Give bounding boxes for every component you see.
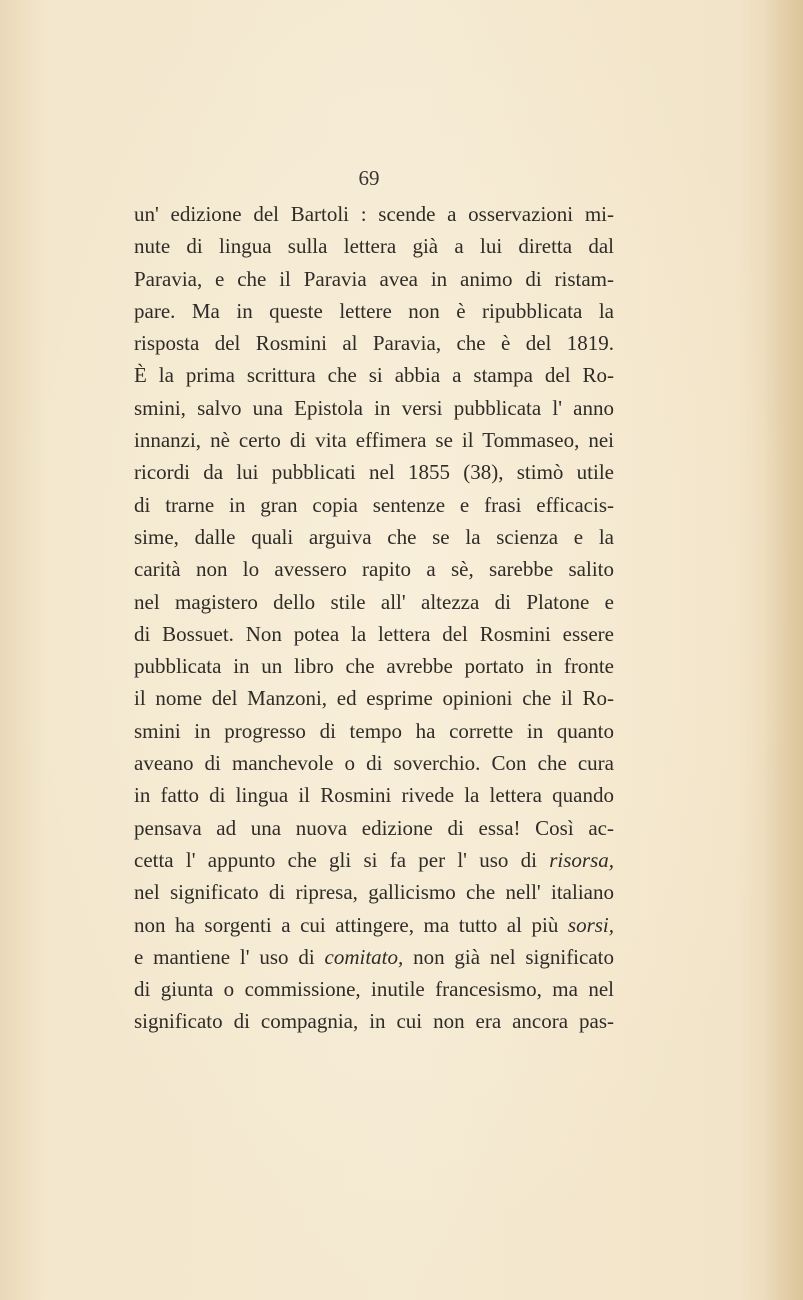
- text-line: un' edizione del Bartoli : scende a osservazioni mi-: [134, 202, 614, 226]
- text-line: ricordi da lui pubblicati nel 1855 (38), stimò utile: [134, 460, 614, 485]
- text-line: Paravia, e che il Paravia avea in animo di ristam-: [134, 266, 614, 291]
- text-line: di giunta o commissione, inutile francesismo, ma nel: [134, 977, 614, 1002]
- text-line: non ha sorgenti a cui attingere, ma tutto al più sorsi,: [134, 912, 614, 937]
- page-edge-shadow: [763, 0, 803, 1300]
- text-line: innanzi, nè certo di vita effimera se il Tommaseo, nei: [134, 428, 614, 453]
- text-line: pubblicata in un libro che avrebbe portato in fronte: [134, 654, 614, 679]
- text-line: risposta del Rosmini al Paravia, che è del 1819.: [134, 331, 614, 356]
- text-line: cetta l' appunto che gli si fa per l' uso di risorsa,: [134, 847, 614, 872]
- text-line: sime, dalle quali arguiva che se la scienza e la: [134, 524, 614, 549]
- text-line: nel significato di ripresa, gallicismo che nell' italiano: [134, 880, 614, 905]
- text-line: il nome del Manzoni, ed esprime opinioni che il Ro-: [134, 686, 614, 711]
- text-line: pensava ad una nuova edizione di essa! Così ac-: [134, 815, 614, 840]
- text-line: significato di compagnia, in cui non era ancora pas-: [134, 1009, 614, 1034]
- text-line: in fatto di lingua il Rosmini rivede la lettera quando: [134, 783, 614, 808]
- text-line: carità non lo avessero rapito a sè, sarebbe salito: [134, 557, 614, 582]
- text-line: smini, salvo una Epistola in versi pubblicata l' anno: [134, 395, 614, 420]
- text-line: nel magistero dello stile all' altezza di Platone e: [134, 589, 614, 614]
- text-line: nute di lingua sulla lettera già a lui diretta dal: [134, 234, 614, 259]
- text-line: di Bossuet. Non potea la lettera del Rosmini essere: [134, 621, 614, 646]
- text-line: di trarne in gran copia sentenze e frasi efficacis-: [134, 492, 614, 517]
- text-line: È la prima scrittura che si abbia a stampa del Ro-: [134, 363, 614, 388]
- text-line: smini in progresso di tempo ha corrette in quanto: [134, 718, 614, 743]
- text-line: aveano di manchevole o di soverchio. Con che cura: [134, 751, 614, 776]
- page-number: 69: [358, 166, 380, 190]
- text-line: pare. Ma in queste lettere non è ripubblicata la: [134, 298, 614, 323]
- text-line: e mantiene l' uso di comitato, non già nel significato: [134, 944, 614, 969]
- body-text: [134, 198, 614, 1038]
